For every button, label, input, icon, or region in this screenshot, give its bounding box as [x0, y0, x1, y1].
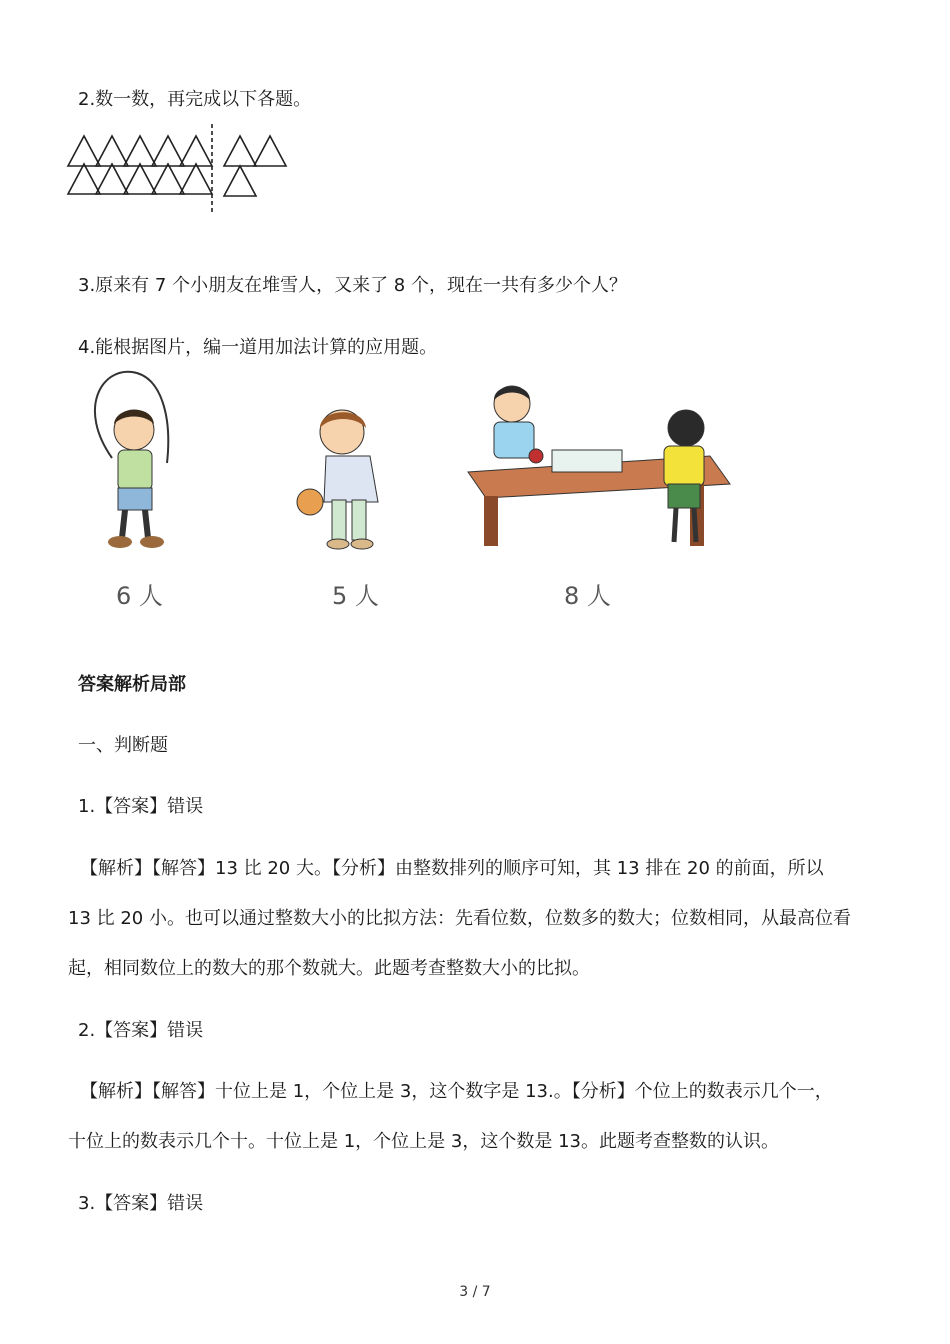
answer-2-analysis-line: 十位上的数表示几个十。十位上是 1，个位上是 3，这个数是 13。此题考查整数的认识。 — [68, 1131, 779, 1152]
basketball-boy-icon — [290, 402, 410, 552]
answer-1-label: 1.【答案】错误 — [78, 796, 204, 817]
answer-1-analysis-line: 起，相同数位上的数大的那个数就大。此题考查整数大小的比拟。 — [68, 958, 590, 979]
picture-caption: 5 人 — [332, 582, 379, 610]
answer-1-analysis-line: 【解析】【解答】13 比 20 大。【分析】由整数排列的顺序可知，其 13 排在 20 的前面，所以 — [80, 858, 824, 879]
picture-row — [64, 368, 744, 618]
answer-2-analysis-line: 【解析】【解答】十位上是 1，个位上是 3，这个数字是 13.。【分析】个位上的数表示几个一， — [80, 1081, 833, 1102]
question-4: 4.能根据图片，编一道用加法计算的应用题。 — [78, 337, 438, 358]
page-number: 3 / 7 — [459, 1284, 491, 1300]
section-title: 一、判断题 — [78, 735, 168, 756]
table-tennis-boys-icon — [464, 376, 734, 556]
picture-caption: 8 人 — [564, 582, 611, 610]
answer-2-label: 2.【答案】错误 — [78, 1020, 204, 1041]
picture-caption: 6 人 — [116, 582, 163, 610]
answers-heading: 答案解析局部 — [78, 674, 186, 695]
triangle-counting-figure — [64, 122, 294, 214]
question-3: 3.原来有 7 个小朋友在堆雪人，又来了 8 个，现在一共有多少个人？ — [78, 275, 627, 296]
answer-3-label: 3.【答案】错误 — [78, 1193, 204, 1214]
answer-1-analysis-line: 13 比 20 小。也可以通过整数大小的比拟方法：先看位数，位数多的数大；位数相同，从最高位看 — [68, 908, 851, 929]
question-2: 2.数一数，再完成以下各题。 — [78, 89, 312, 110]
jump-rope-boy-icon — [82, 368, 192, 553]
triangles-icon — [64, 122, 294, 214]
